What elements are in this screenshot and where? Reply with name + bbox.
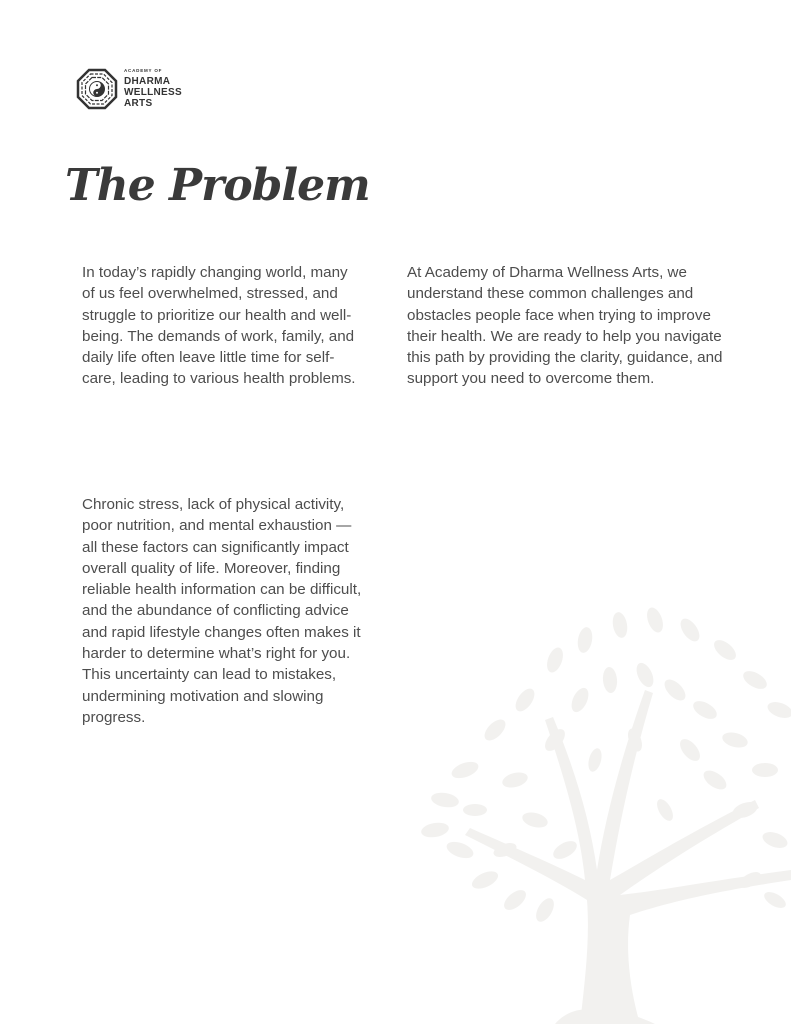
tree-of-life-icon [405,580,791,1024]
paragraph-factors: Chronic stress, lack of physical activity, poor nutrition, and mental exhaustion — all these factors can significantly impact overall quality of life. Moreover, finding reliable health information can be difficult, and the abundance of conflicting advice and rapid lifestyle changes often makes it harder to determine what’s right for you. This uncertainty can lead to mistakes, undermining motivation and slowing progress. [82,496,362,726]
logo [76,68,182,110]
logo-small-text: ACADEMY OF [124,68,163,74]
logo-line-2: WELLNESS [124,86,182,98]
logo-line-3: ARTS [124,97,153,109]
paragraph-academy: At Academy of Dharma Wellness Arts, we understand these common challenges and obstacles people face when trying to improve their health. We are ready to help you navigate this path by providing the clarity, guidance, and support you need to overcome them. [407,264,723,388]
paragraph-intro: In today’s rapidly changing world, many of us feel overwhelmed, stressed, and struggle to prioritize our health and well-being. The demands of work, family, and daily life often leave little time for self-care, leading to various health problems. [82,264,356,388]
logo-line-1: DHARMA [124,75,171,87]
page-title: The Problem [65,160,370,211]
bagua-yin-yang-icon [76,68,118,110]
